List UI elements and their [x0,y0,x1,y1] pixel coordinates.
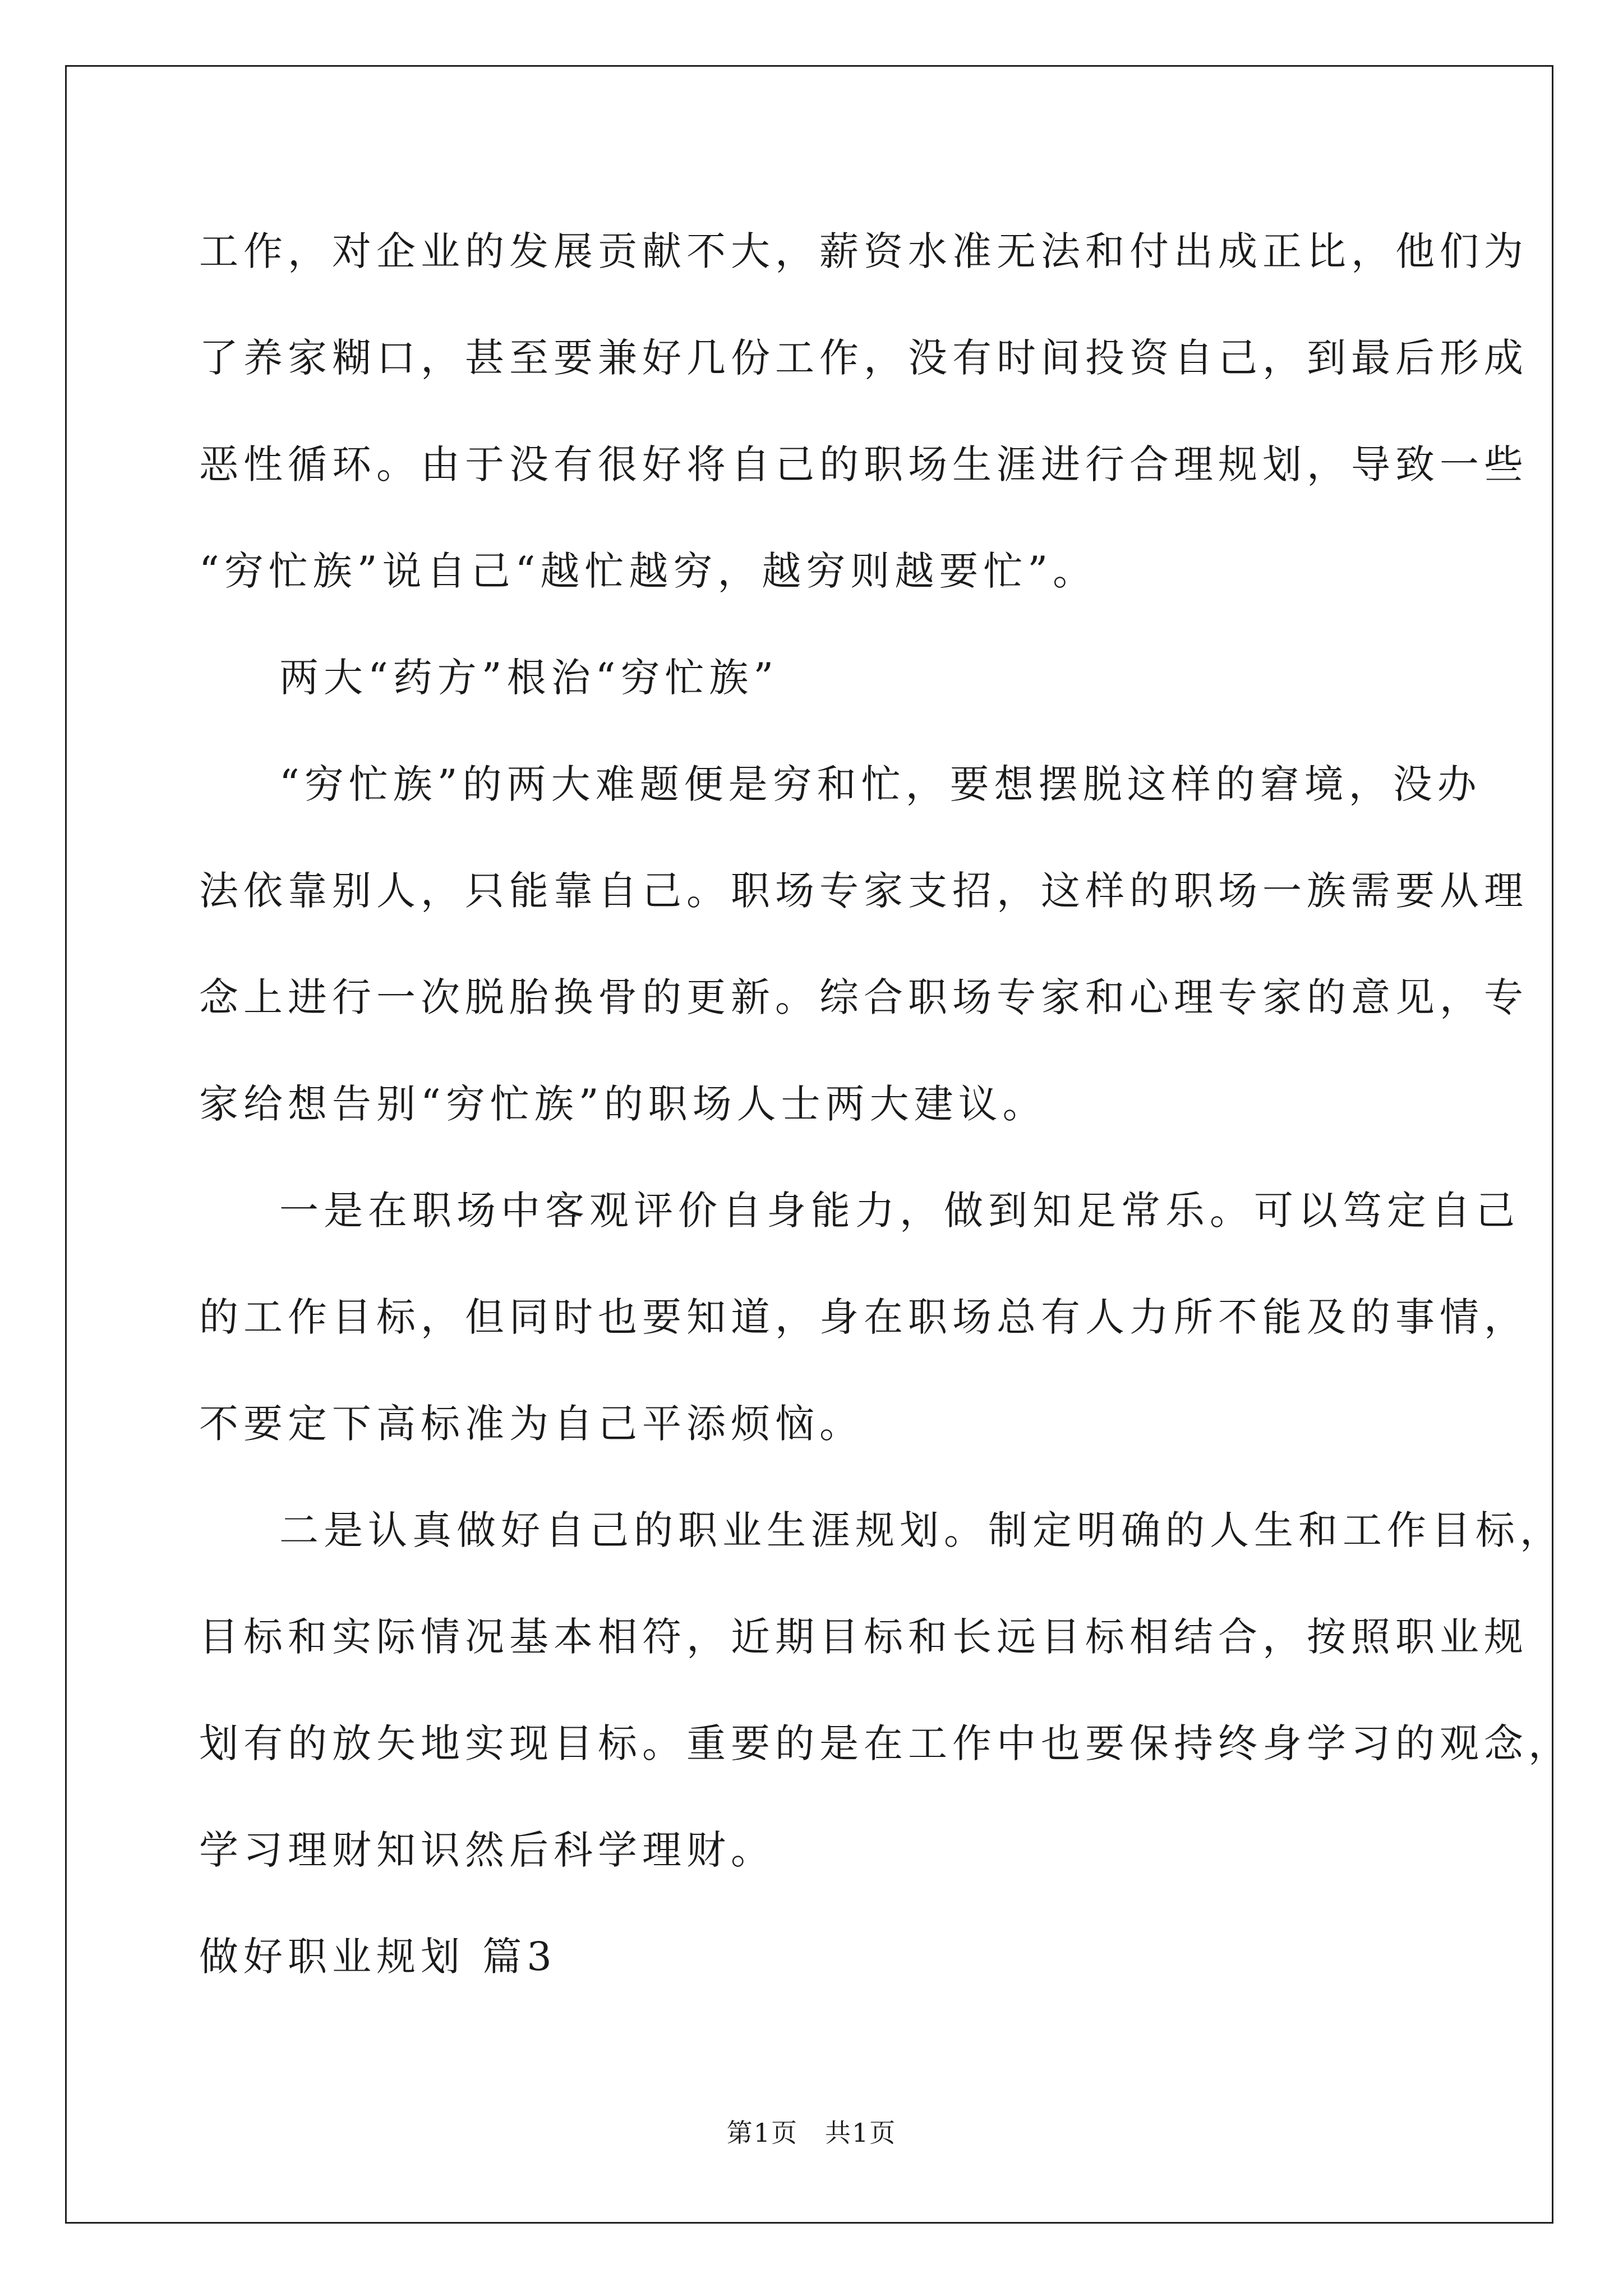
page-number-footer: 第1页 共1页 [726,2118,897,2148]
section-title: 做好职业规划 篇3 [199,1934,557,1980]
section-heading: 两大“药方”根治“穷忙族” [279,655,779,701]
paragraph-line-16: 学习理财知识然后科学理财。 [199,1827,775,1873]
paragraph-line-14: 目标和实际情况基本相符，近期目标和长远目标相结合，按照职业规 [199,1614,1528,1660]
paragraph-line-13: 二是认真做好自己的职业生涯规划。制定明确的人生和工作目标， [279,1507,1564,1553]
paragraph-line-7: 法依靠别人，只能靠自己。职场专家支招，这样的职场一族需要从理 [199,868,1528,914]
paragraph-line-4: “穷忙族”说自己“越忙越穷，越穷则越要忙”。 [199,548,1098,594]
paragraph-line-2: 了养家糊口，甚至要兼好几份工作，没有时间投资自己，到最后形成 [199,335,1528,381]
paragraph-line-8: 念上进行一次脱胎换骨的更新。综合职场专家和心理专家的意见，专 [199,974,1528,1020]
paragraph-line-10: 一是在职场中客观评价自身能力，做到知足常乐。可以笃定自己 [279,1188,1520,1234]
paragraph-line-11: 的工作目标，但同时也要知道，身在职场总有人力所不能及的事情， [199,1294,1528,1340]
paragraph-line-12: 不要定下高标准为自己平添烦恼。 [199,1401,864,1447]
paragraph-line-15: 划有的放矢地实现目标。重要的是在工作中也要保持终身学习的观念， [199,1720,1573,1766]
paragraph-line-3: 恶性循环。由于没有很好将自己的职场生涯进行合理规划，导致一些 [199,441,1528,487]
paragraph-line-9: 家给想告别“穷忙族”的职场人士两大建议。 [199,1081,1047,1127]
paragraph-line-1: 工作，对企业的发展贡献不大，薪资水准无法和付出成正比，他们为 [199,228,1528,274]
page-border [65,65,1573,2224]
paragraph-line-6: “穷忙族”的两大难题便是穷和忙，要想摆脱这样的窘境，没办 [279,761,1482,807]
